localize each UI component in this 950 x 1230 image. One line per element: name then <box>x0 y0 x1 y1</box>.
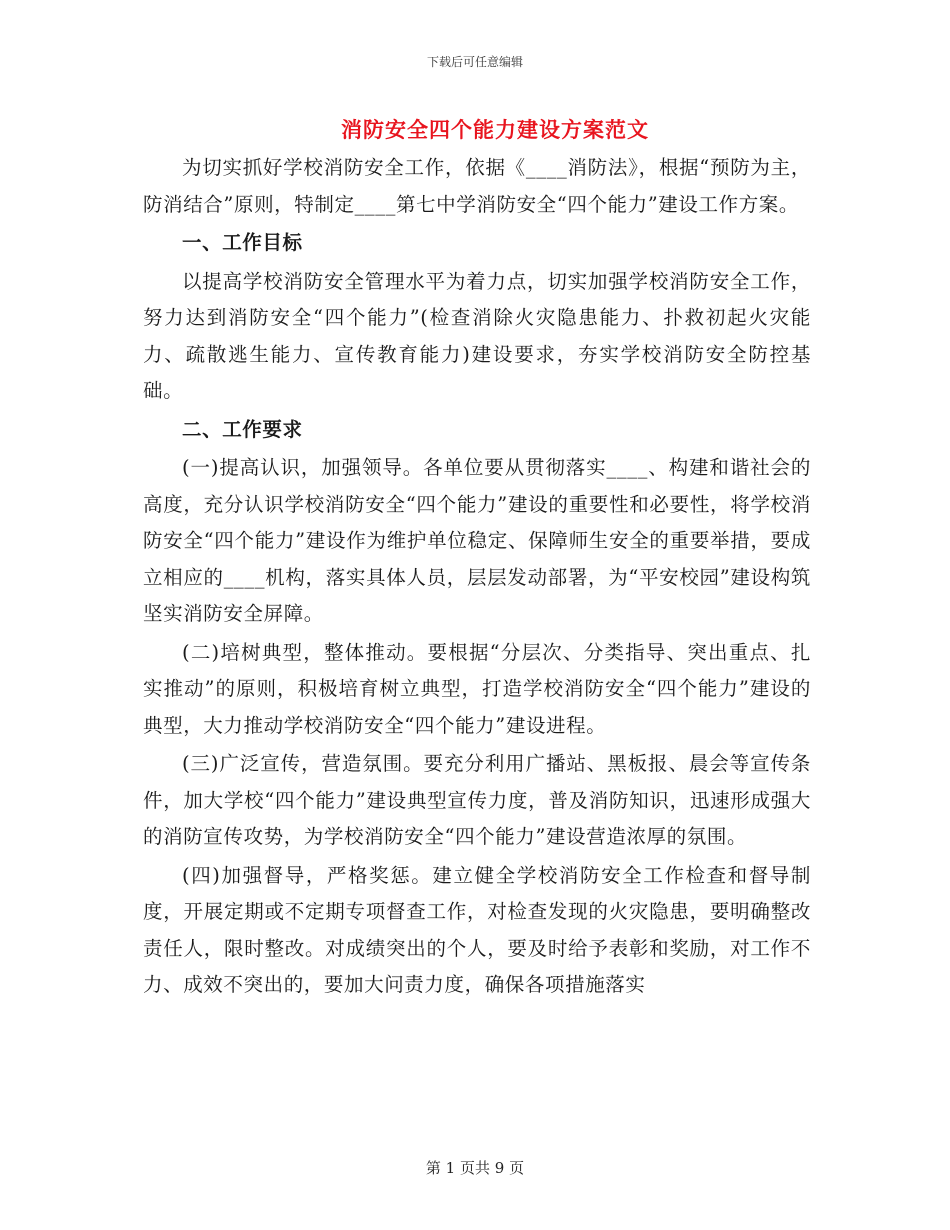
page-footer: 第 1 页共 9 页 <box>425 1159 525 1177</box>
goals-paragraph: 以提高学校消防安全管理水平为着力点，切实加强学校消防安全工作，努力达到消防安全“四个能力”(检查消除火灾隐患能力、扑救初起火灾能力、疏散逃生能力、宣传教育能力)建设要求，夯实学校消防安全防控基础。 <box>143 269 811 402</box>
requirement-item-2: (二)培树典型，整体推动。要根据“分层次、分类指导、突出重点、扎实推动”的原则，积极培育树立典型，打造学校消防安全“四个能力”建设的典型，大力推动学校消防安全“四个能力”建设进程。 <box>143 640 811 737</box>
document-title: 消防安全四个能力建设方案范文 <box>341 117 649 142</box>
section-heading-goals: 一、工作目标 <box>182 231 303 254</box>
requirement-item-1: (一)提高认识，加强领导。各单位要从贯彻落实____、构建和谐社会的高度，充分认识学校消防安全“四个能力”建设的重要性和必要性，将学校消防安全“四个能力”建设作为维护单位稳定、保障师生安全的重要举措，要成立相应的____机构，落实具体人员，层层发动部署，为“平安校园”建设构筑坚实消防安全屏障。 <box>143 456 811 625</box>
requirement-item-3: (三)广泛宣传，营造氛围。要充分利用广播站、黑板报、晨会等宣传条件，加大学校“四个能力”建设典型宣传力度，普及消防知识，迅速形成强大的消防宣传攻势，为学校消防安全“四个能力”建设营造浓厚的氛围。 <box>143 752 811 848</box>
page-header: 下载后可任意编辑 <box>426 55 523 69</box>
intro-paragraph: 为切实抓好学校消防安全工作，依据《____消防法》，根据“预防为主，防消结合”原则，特制定____第七中学消防安全“四个能力”建设工作方案。 <box>143 156 811 216</box>
section-heading-requirements: 二、工作要求 <box>182 417 303 441</box>
requirement-item-4: (四)加强督导，严格奖惩。建立健全学校消防安全工作检查和督导制度，开展定期或不定期专项督查工作，对检查发现的火灾隐患，要明确整改责任人，限时整改。对成绩突出的个人，要及时给予表彰和奖励，对工作不力、成效不突出的，要加大问责力度，确保各项措施落实 <box>143 863 811 996</box>
document-body <box>143 150 811 1006</box>
